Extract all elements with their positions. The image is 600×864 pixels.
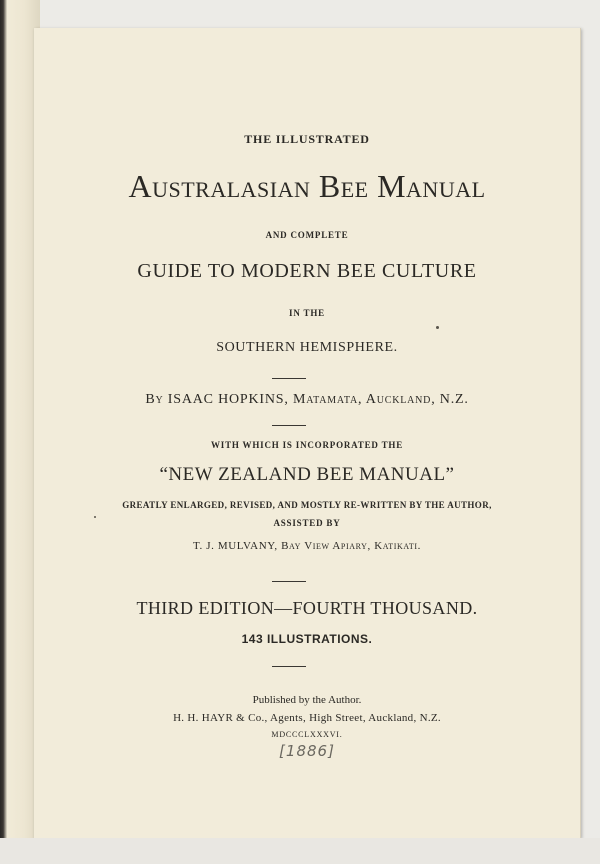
and-complete-line: AND COMPLETE xyxy=(265,230,349,240)
edition-line: THIRD EDITION—FOURTH THOUSAND. xyxy=(136,598,478,618)
assisted-line: ASSISTED BY xyxy=(273,518,341,528)
illustrated-line: THE ILLUSTRATED xyxy=(244,132,370,146)
assistant-line: T. J. MULVANY, Bay View Apiary, Katikati. xyxy=(193,540,421,552)
incorporated-line: WITH WHICH IS INCORPORATED THE xyxy=(210,440,404,450)
published-by-line: Published by the Author. xyxy=(252,694,362,706)
divider-rule xyxy=(272,666,306,667)
enlarged-line: GREATLY ENLARGED, REVISED, AND MOSTLY RE-WRITTEN BY THE AUTHOR, xyxy=(122,500,492,510)
page-speck xyxy=(436,326,439,329)
background-surface xyxy=(0,838,600,864)
page-speck xyxy=(94,516,96,518)
agents-line: H. H. HAYR & Co., Agents, High Street, Auckland, N.Z. xyxy=(173,712,441,724)
title-page xyxy=(34,28,581,838)
divider-rule xyxy=(272,581,306,582)
in-the-line: IN THE xyxy=(289,308,325,318)
nz-manual-title: “NEW ZEALAND BEE MANUAL” xyxy=(159,464,455,485)
author-line: By ISAAC HOPKINS, Matamata, Auckland, N.Z. xyxy=(145,392,469,407)
main-title: Australasian Bee Manual xyxy=(128,168,486,204)
divider-rule xyxy=(272,378,306,379)
pencil-annotation: [1886] xyxy=(279,742,335,760)
illustrations-line: 143 ILLUSTRATIONS. xyxy=(241,632,373,646)
divider-rule xyxy=(272,425,306,426)
subtitle: GUIDE TO MODERN BEE CULTURE xyxy=(137,260,477,282)
hemisphere-line: SOUTHERN HEMISPHERE. xyxy=(216,340,398,355)
roman-year: MDCCCLXXXVI. xyxy=(271,730,343,739)
